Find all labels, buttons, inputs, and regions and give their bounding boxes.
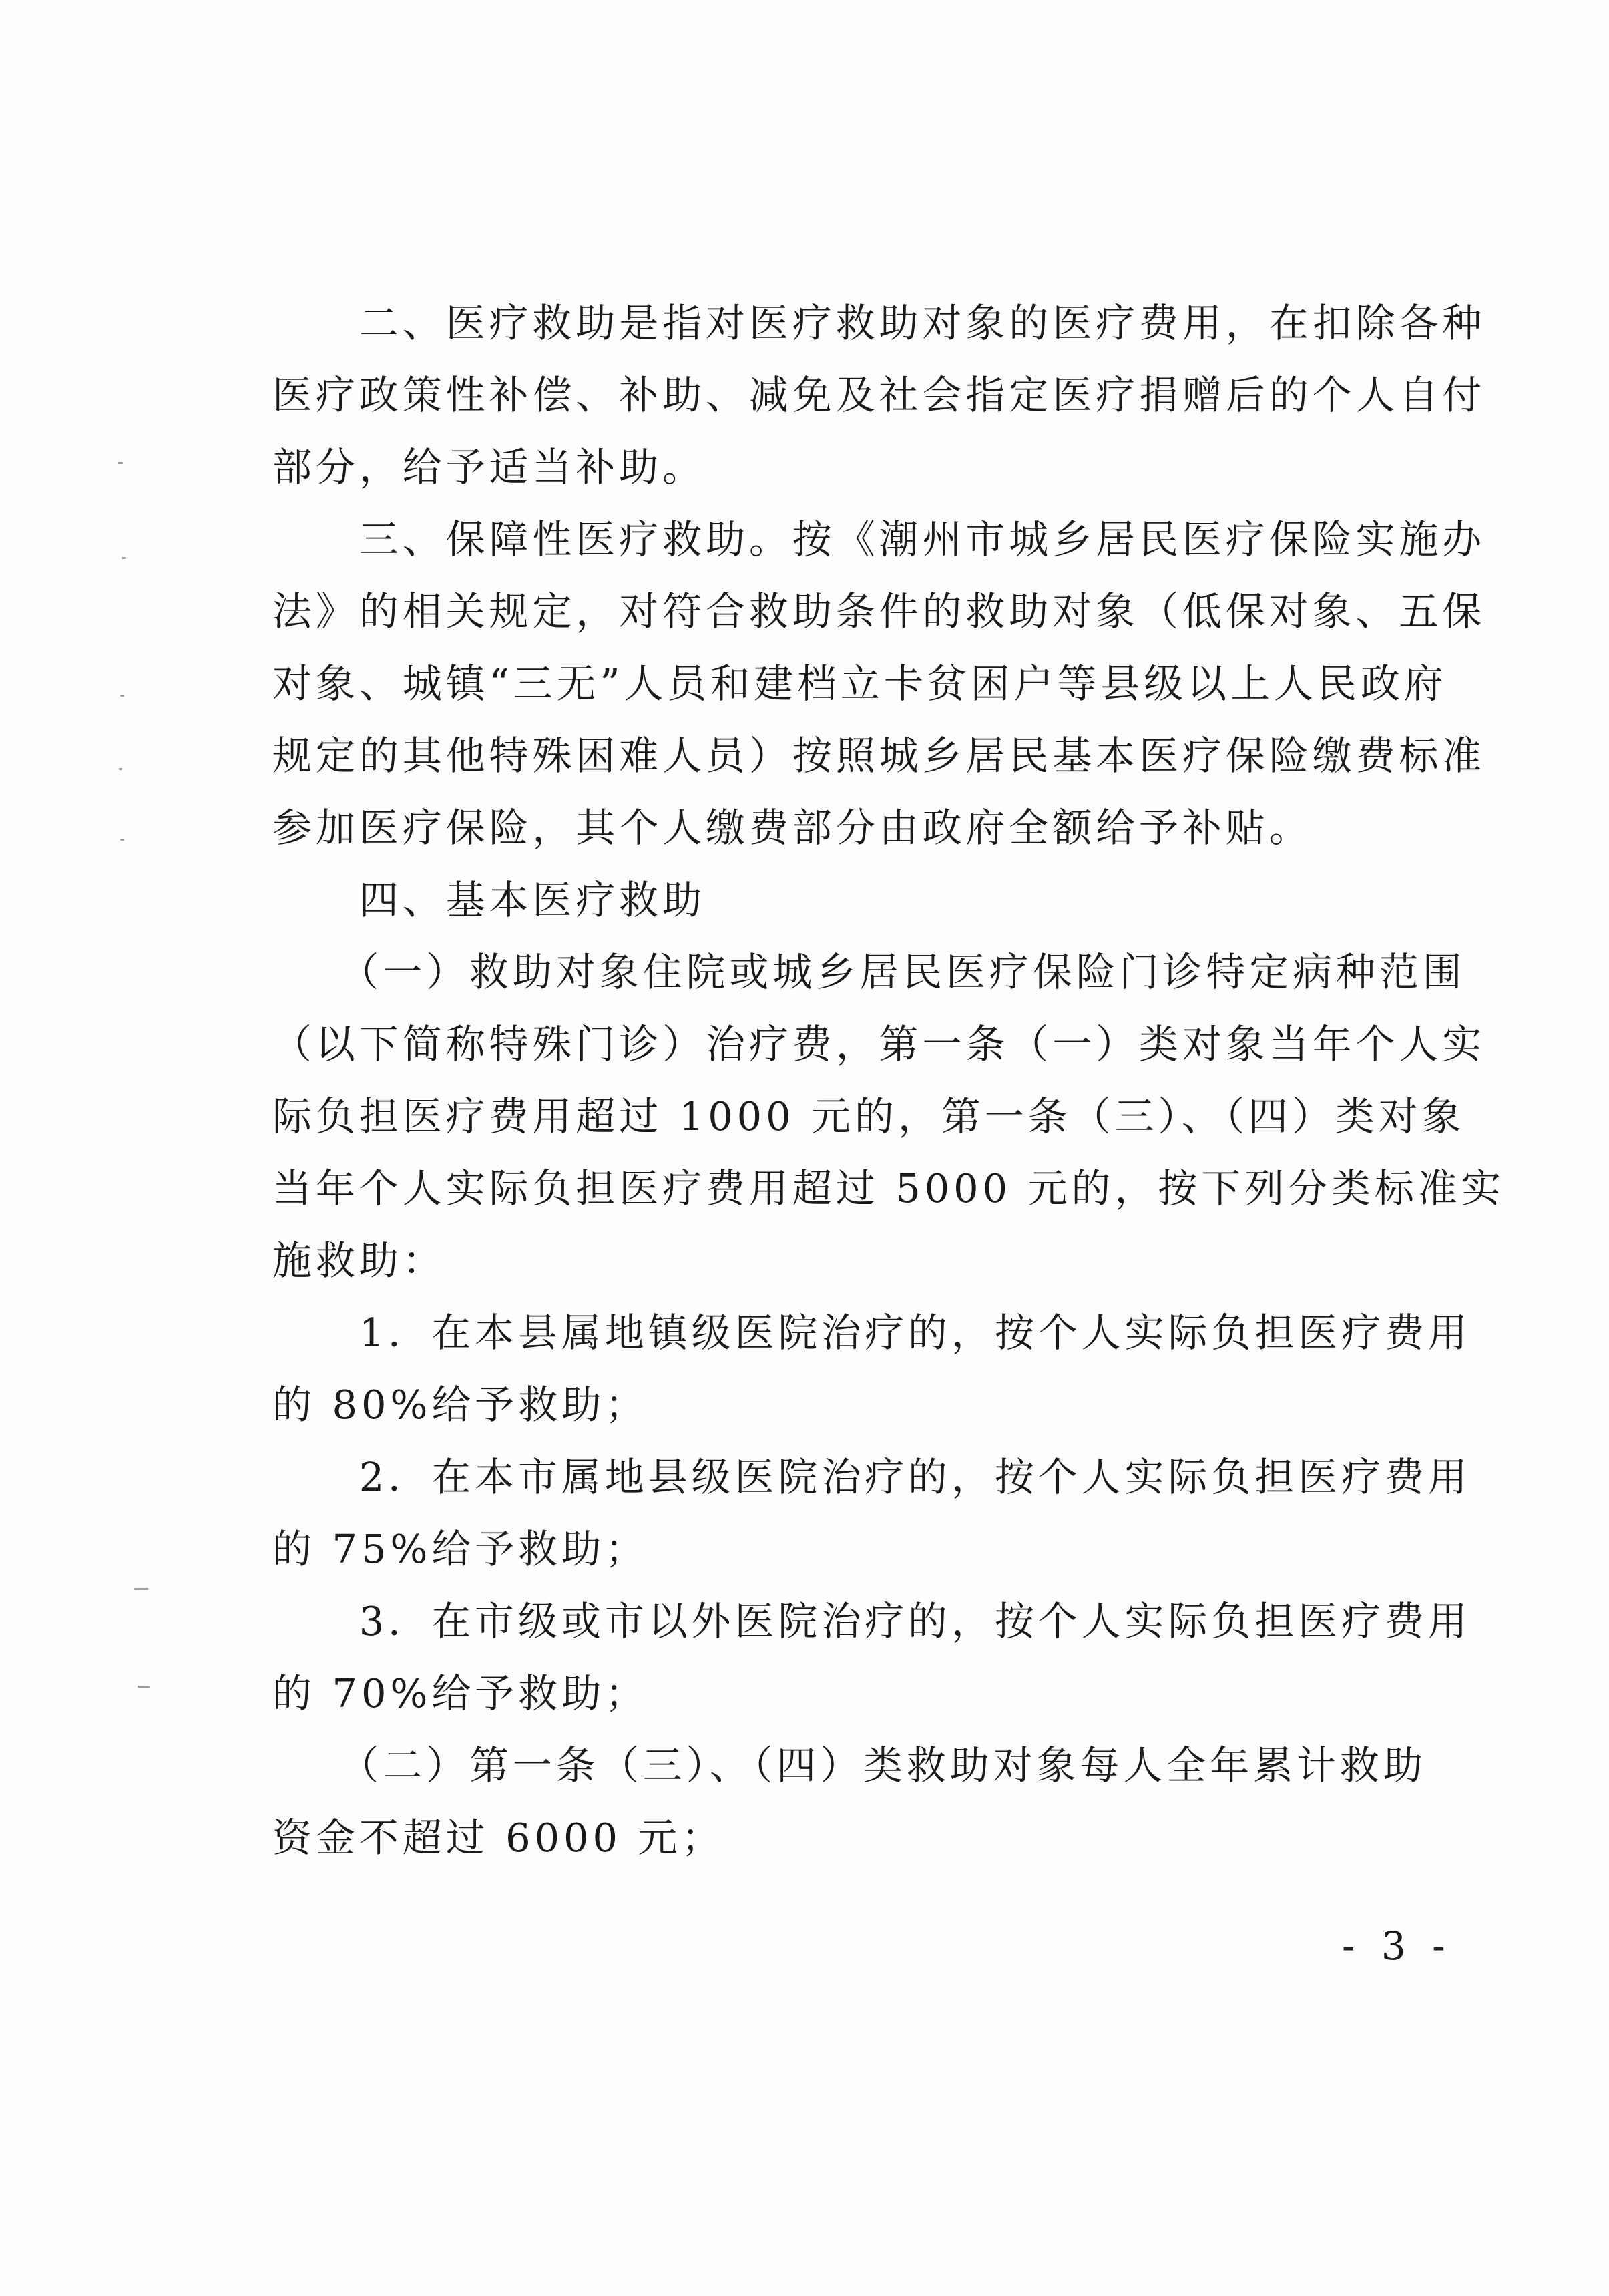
text-line: 资金不超过 6000 元；: [272, 1814, 725, 1861]
text-line: （以下简称特殊门诊）治疗费，第一条（一）类对象当年个人实: [272, 1021, 1486, 1067]
text-line: 际负担医疗费用超过 1000 元的，第一条（三）、（四）类对象: [272, 1093, 1465, 1139]
text-line: 部分，给予适当补助。: [272, 444, 706, 490]
text-line: 三、保障性医疗救助。按《潮州市城乡居民医疗保险实施办: [272, 516, 1486, 562]
scan-speck: [122, 557, 126, 559]
text-line: （一）救助对象住院或城乡居民医疗保险门诊特定病种范围: [272, 949, 1466, 995]
text-line: 的 80%给予救助；: [272, 1382, 648, 1428]
text-line: 2．在本市属地县级医院治疗的，按个人实际负担医疗费用: [272, 1454, 1471, 1500]
text-line: 当年个人实际负担医疗费用超过 5000 元的，按下列分类标准实: [272, 1165, 1505, 1211]
scan-speck: [134, 1588, 148, 1590]
text-line: 3．在市级或市以外医院治疗的，按个人实际负担医疗费用: [272, 1598, 1471, 1644]
text-line: 规定的其他特殊困难人员）按照城乡居民基本医疗保险缴费标准: [272, 733, 1486, 779]
text-line: 医疗政策性补偿、补助、减免及社会指定医疗捐赠后的个人自付: [272, 372, 1486, 418]
page-number: - 3 -: [1342, 1923, 1453, 1969]
text-line: 参加医疗保险，其个人缴费部分由政府全额给予补贴。: [272, 805, 1313, 851]
text-line: 二、医疗救助是指对医疗救助对象的医疗费用，在扣除各种: [272, 300, 1486, 346]
text-line: 对象、城镇“三无”人员和建档立卡贫困户等县级以上人民政府: [272, 660, 1447, 707]
text-line: （二）第一条（三）、（四）类救助对象每人全年累计救助: [272, 1742, 1427, 1788]
text-line: 1．在本县属地镇级医院治疗的，按个人实际负担医疗费用: [272, 1310, 1471, 1356]
scan-speck: [118, 462, 123, 464]
scan-speck: [120, 839, 124, 841]
text-line: 的 75%给予救助；: [272, 1526, 648, 1572]
text-line: 施救助：: [272, 1237, 446, 1284]
text-line: 法》的相关规定，对符合救助条件的救助对象（低保对象、五保: [272, 588, 1486, 634]
text-line: 的 70%给予救助；: [272, 1670, 648, 1716]
text-line: 四、基本医疗救助: [272, 877, 706, 923]
scan-speck: [120, 695, 124, 697]
scan-speck: [138, 1686, 150, 1688]
scan-speck: [119, 768, 122, 770]
